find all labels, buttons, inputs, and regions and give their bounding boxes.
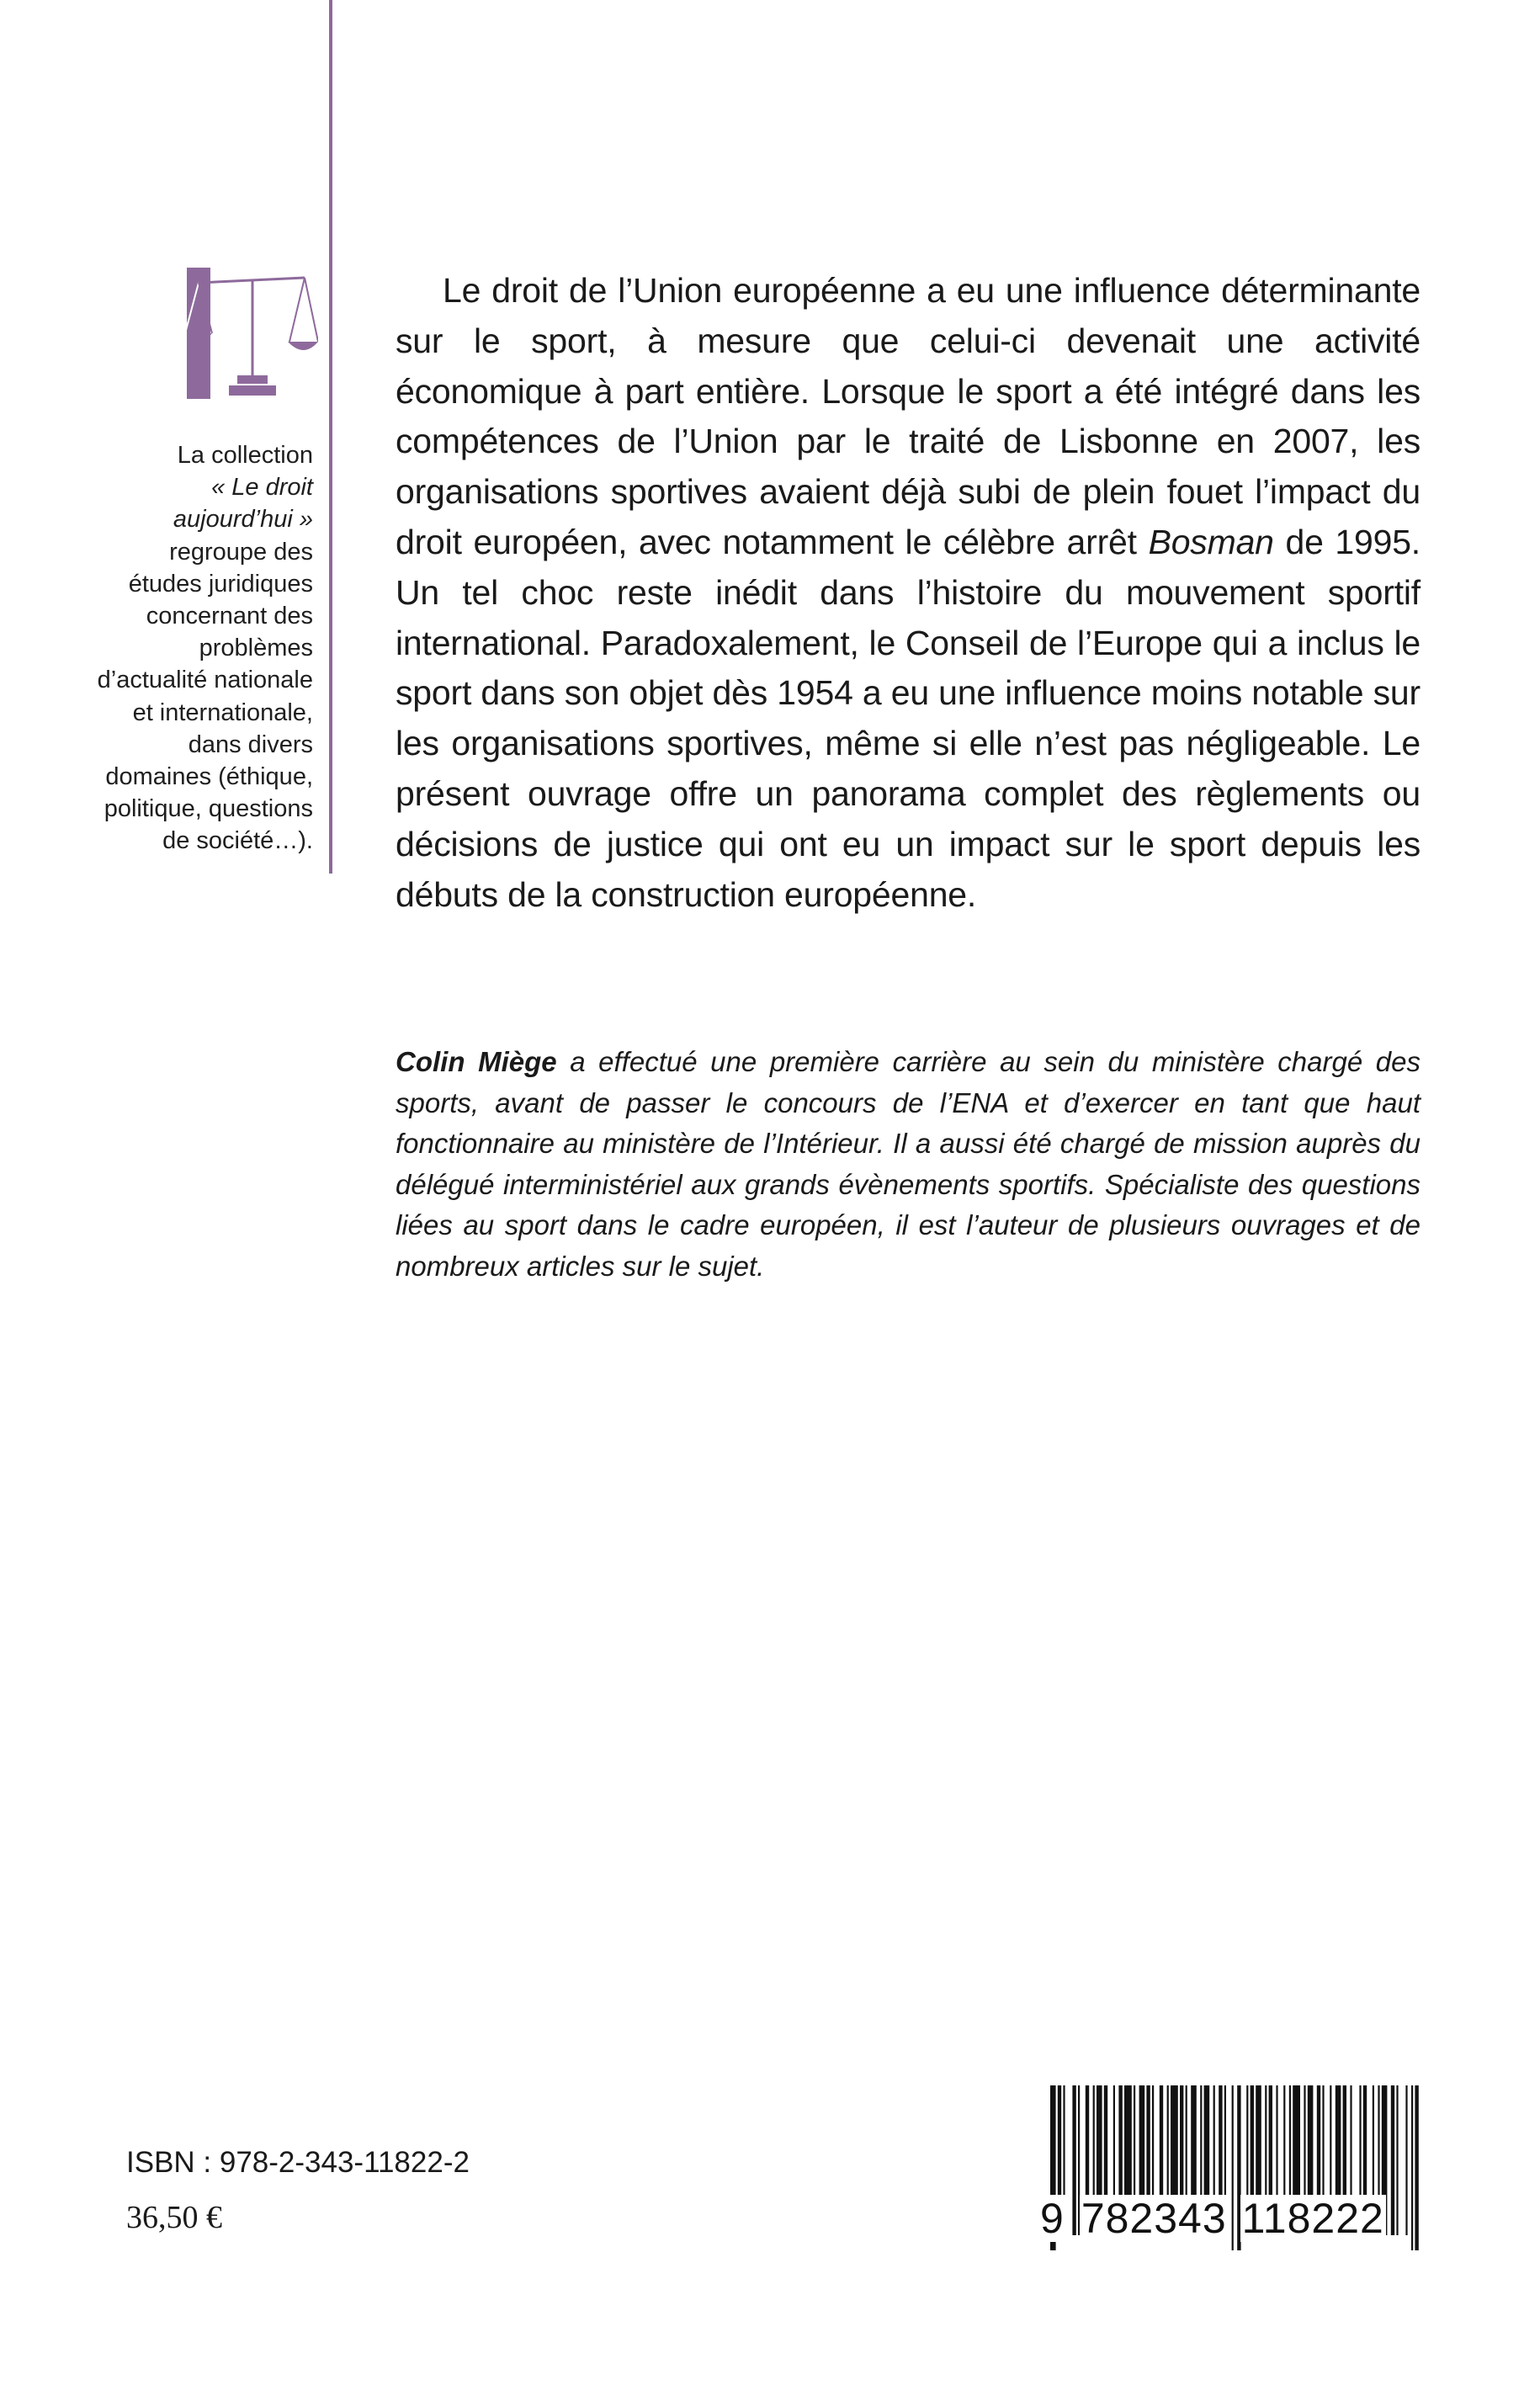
accent-vertical-rule xyxy=(329,0,332,874)
isbn-label: ISBN : 978-2-343-11822-2 xyxy=(126,2146,470,2179)
barcode-group-1: 782343 xyxy=(1081,2195,1227,2242)
author-name: Colin Miège xyxy=(396,1046,557,1077)
summary-part1: Le droit de l’Union européenne a eu une influence déterminante sur le sport, à mesure que celui-ci devenait une activité économique à part entière. Lorsque le sport a été intégré dans les compétences de l’Union par le traité de Lisbonne en 2007, les organisations sportives avaient déjà subi de plein fouet l’impact du droit européen, avec notamment le célèbre arrêt xyxy=(396,271,1421,561)
collection-description xyxy=(93,439,313,858)
scales-of-justice-icon xyxy=(187,268,318,399)
barcode-digits xyxy=(1040,2195,1422,2242)
price-label: 36,50 € xyxy=(126,2200,222,2235)
collection-title: « Le droit aujourd’hui » xyxy=(173,474,313,534)
barcode-group-2: 118222 xyxy=(1241,2195,1384,2242)
author-bio xyxy=(396,1042,1421,1287)
barcode-first-digit: 9 xyxy=(1040,2195,1065,2242)
collection-desc: regroupe des études juridiques concernant des problèmes d’actualité nationale et internationale, dans divers domaines (éthique, politique, questions de société…). xyxy=(97,538,313,855)
collection-intro: La collection xyxy=(177,442,313,469)
case-name: Bosman xyxy=(1148,522,1274,561)
author-bio-text: a effectué une première carrière au sein du ministère chargé des sports, avant de passer le concours de l’ENA et d’exercer en tant que haut fonctionnaire au ministère de l’Intérieur. Il a aussi été chargé de mission auprès du délégué interministériel aux grands évènements sportifs. Spécialiste des questions liées au sport dans le cadre européen, il est l’auteur de plusieurs ouvrages et de nombreux articles sur le sujet. xyxy=(396,1046,1421,1282)
book-summary xyxy=(396,266,1421,920)
summary-part2: de 1995. Un tel choc reste inédit dans l’histoire du mouvement sportif international. Paradoxalement, le Conseil de l’Europe qui a inclus le sport dans son objet dès 1954 a eu une influence moins notable sur les organisations sportives, même si elle n’est pas négligeable. Le présent ouvrage offre un panorama complet des règlements ou décisions de justice qui ont eu un impact sur le sport depuis les débuts de la construction européenne. xyxy=(396,522,1421,914)
